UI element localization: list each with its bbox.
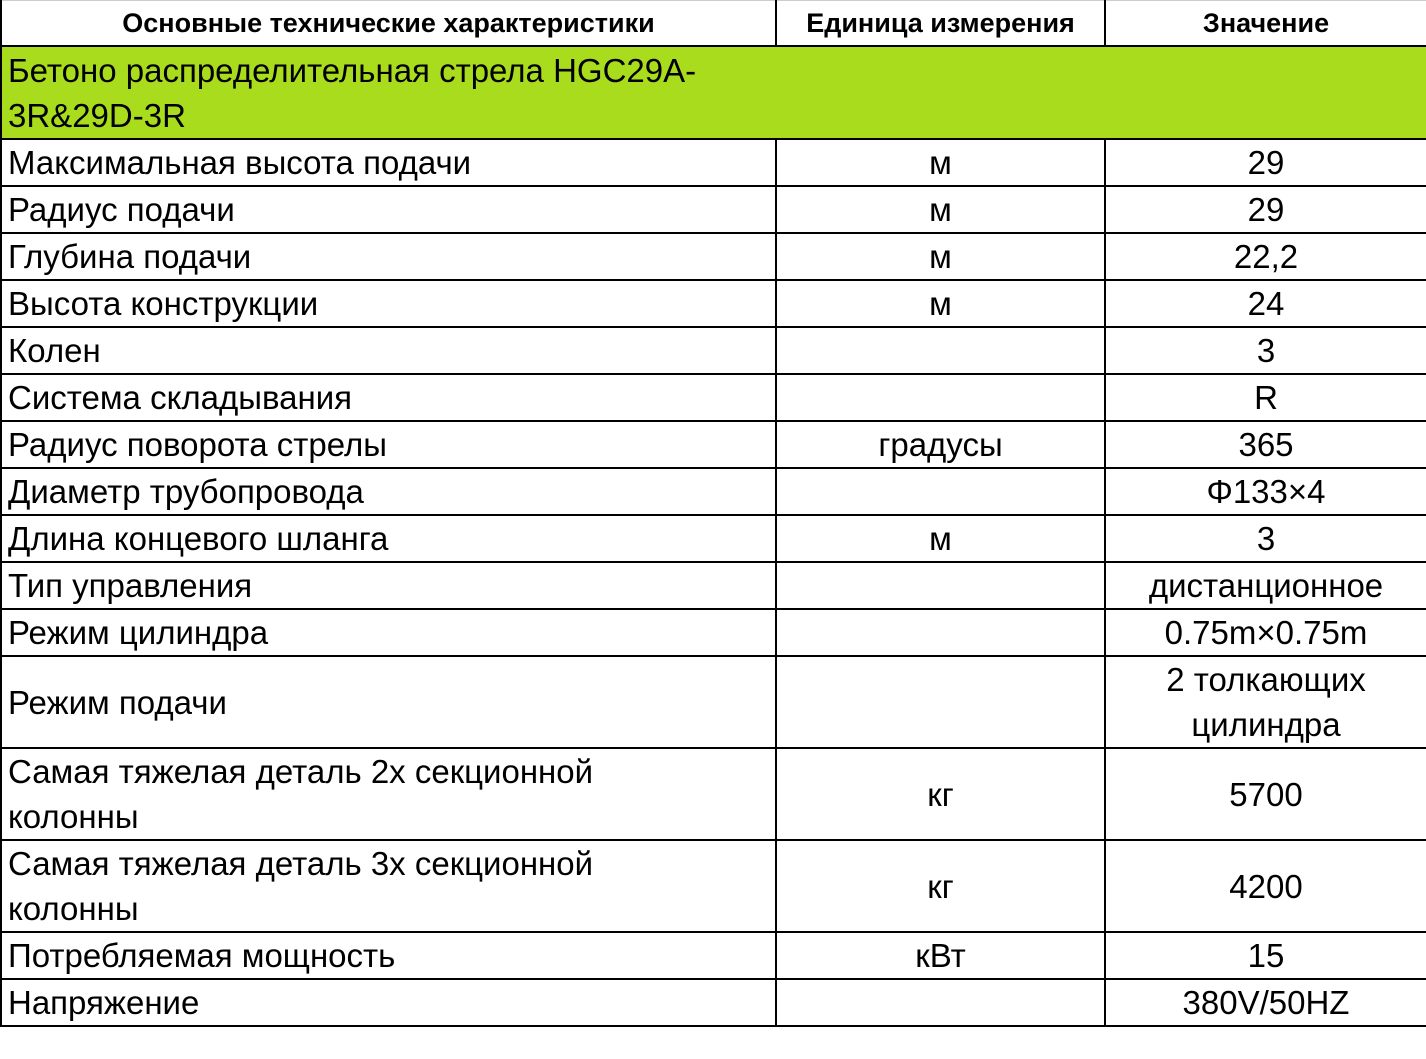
model-title-empty — [776, 46, 1105, 139]
table-row — [1, 609, 1426, 656]
spec-unit — [776, 562, 1105, 609]
header-row — [1, 1, 1426, 47]
header-characteristics: Основные технические характеристики — [1, 1, 776, 47]
spec-value: 2 толкающих цилиндра — [1105, 656, 1426, 748]
spec-value: 365 — [1105, 421, 1426, 468]
spec-value: R — [1105, 374, 1426, 421]
spec-unit — [776, 979, 1105, 1026]
table-row — [1, 186, 1426, 233]
table-row — [1, 840, 1426, 932]
spec-unit: кг — [776, 840, 1105, 932]
spec-unit: м — [776, 139, 1105, 186]
model-title: Бетоно распределительная стрела HGC29A-3R&29D-3R — [1, 46, 776, 139]
spec-unit: м — [776, 233, 1105, 280]
spec-unit: м — [776, 515, 1105, 562]
spec-unit: кВт — [776, 932, 1105, 979]
spec-value: 3 — [1105, 327, 1426, 374]
spec-value: 29 — [1105, 186, 1426, 233]
spec-value: 22,2 — [1105, 233, 1426, 280]
spec-unit — [776, 374, 1105, 421]
header-unit: Единица измерения — [776, 1, 1105, 47]
spec-name: Система складывания — [1, 374, 776, 421]
table-row — [1, 656, 1426, 748]
spec-unit — [776, 609, 1105, 656]
spec-name: Диаметр трубопровода — [1, 468, 776, 515]
table-row — [1, 280, 1426, 327]
table-row — [1, 233, 1426, 280]
spec-value: 24 — [1105, 280, 1426, 327]
table-row — [1, 932, 1426, 979]
spec-name: Самая тяжелая деталь 3х секционной колонны — [1, 840, 776, 932]
table-row — [1, 421, 1426, 468]
spec-unit — [776, 327, 1105, 374]
header-value: Значение — [1105, 1, 1426, 47]
spec-name: Самая тяжелая деталь 2х секционной колонны — [1, 748, 776, 840]
spec-unit: м — [776, 186, 1105, 233]
spec-name: Глубина подачи — [1, 233, 776, 280]
spec-name: Радиус поворота стрелы — [1, 421, 776, 468]
table-row — [1, 748, 1426, 840]
spec-unit: градусы — [776, 421, 1105, 468]
spec-name: Режим цилиндра — [1, 609, 776, 656]
spec-name: Напряжение — [1, 979, 776, 1026]
spec-value: Φ133×4 — [1105, 468, 1426, 515]
spec-value: 15 — [1105, 932, 1426, 979]
table-row — [1, 562, 1426, 609]
spec-name: Потребляемая мощность — [1, 932, 776, 979]
spec-name: Высота конструкции — [1, 280, 776, 327]
spec-name: Колен — [1, 327, 776, 374]
table-row — [1, 139, 1426, 186]
table-row — [1, 515, 1426, 562]
spec-name: Тип управления — [1, 562, 776, 609]
spec-value: 0.75m×0.75m — [1105, 609, 1426, 656]
spec-name: Радиус подачи — [1, 186, 776, 233]
spec-unit — [776, 468, 1105, 515]
spec-unit: кг — [776, 748, 1105, 840]
spec-unit — [776, 656, 1105, 748]
spec-name: Длина концевого шланга — [1, 515, 776, 562]
table-row — [1, 979, 1426, 1026]
spec-value: 4200 — [1105, 840, 1426, 932]
model-title-empty — [1105, 46, 1426, 139]
spec-unit: м — [776, 280, 1105, 327]
spec-name: Максимальная высота подачи — [1, 139, 776, 186]
spec-value: 29 — [1105, 139, 1426, 186]
table-row — [1, 327, 1426, 374]
spec-value: дистанционное — [1105, 562, 1426, 609]
spec-value: 3 — [1105, 515, 1426, 562]
model-title-row — [1, 46, 1426, 139]
spec-value: 5700 — [1105, 748, 1426, 840]
table-row — [1, 374, 1426, 421]
table-row — [1, 468, 1426, 515]
spec-value: 380V/50HZ — [1105, 979, 1426, 1026]
spec-name: Режим подачи — [1, 656, 776, 748]
